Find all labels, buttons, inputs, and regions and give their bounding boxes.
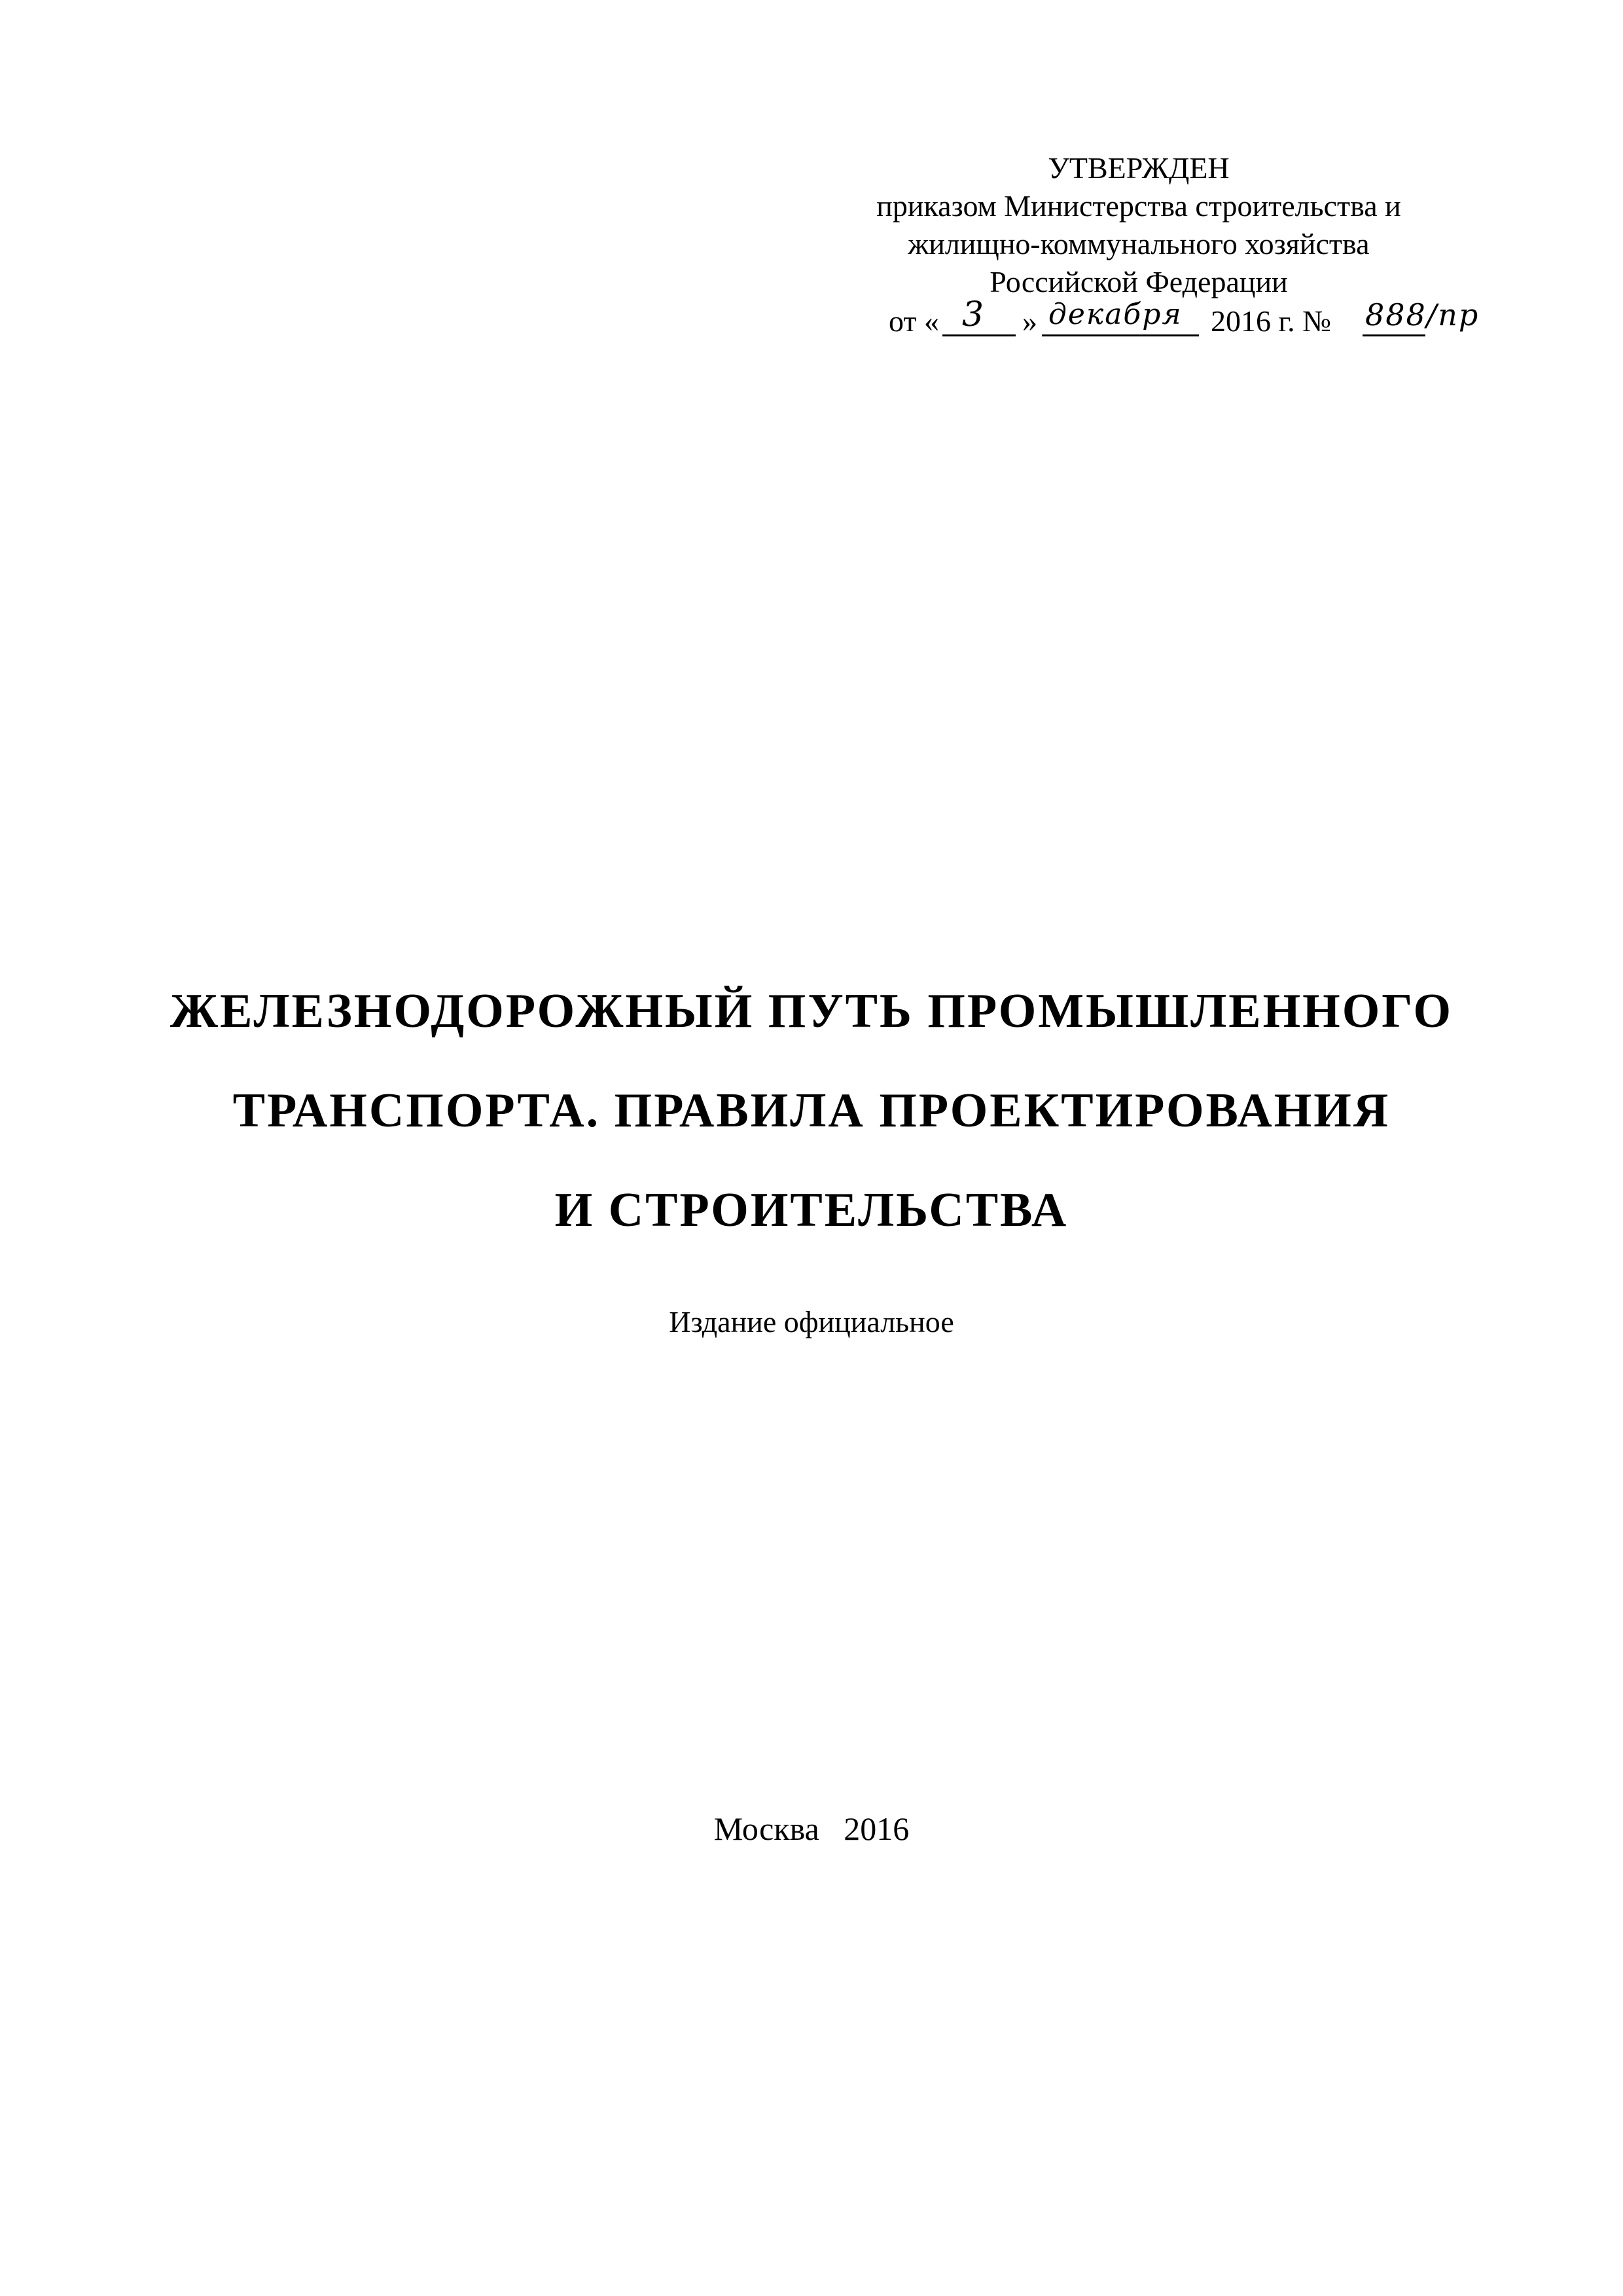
date-year: 2016 г. №	[1211, 304, 1332, 338]
day-underline	[942, 334, 1016, 336]
approval-date-line	[805, 295, 1480, 342]
place-and-year: Москва 2016	[713, 1810, 910, 1847]
date-quote-close: »	[1022, 304, 1037, 338]
document-title-line-1: ЖЕЛЕЗНОДОРОЖНЫЙ ПУТЬ ПРОМЫШЛЕННОГО	[169, 984, 1454, 1038]
approval-line-3: Российской Федерации	[990, 265, 1288, 298]
approval-line-2: жилищно-коммунального хозяйства	[908, 227, 1370, 260]
edition-label: Издание официальное	[669, 1305, 954, 1338]
date-prefix: от «	[889, 304, 939, 338]
handwritten-month: декабря	[1048, 298, 1183, 331]
handwritten-day: 3	[962, 295, 986, 334]
number-underline	[1363, 334, 1425, 336]
approval-line-1: приказом Министерства строительства и	[876, 189, 1401, 223]
document-title-line-3: И СТРОИТЕЛЬСТВА	[554, 1183, 1069, 1237]
document-title-line-2: ТРАНСПОРТА. ПРАВИЛА ПРОЕКТИРОВАНИЯ	[232, 1084, 1391, 1138]
handwritten-number: 888/пр	[1365, 297, 1480, 332]
approval-block	[805, 149, 1480, 342]
month-underline	[1042, 334, 1199, 336]
approval-heading: УТВЕРЖДЕН	[1048, 151, 1230, 185]
